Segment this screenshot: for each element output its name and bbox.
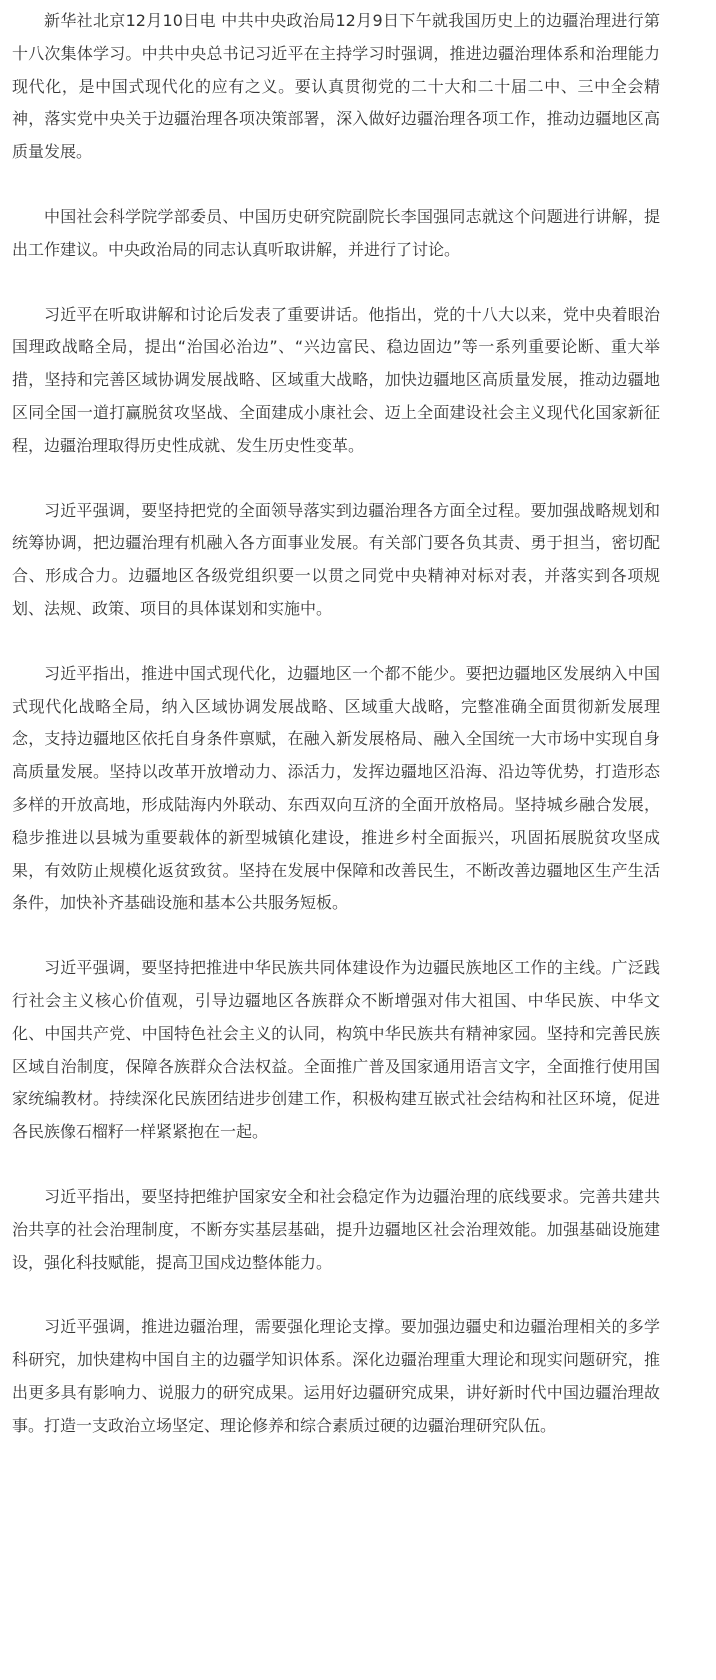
article-paragraph-6: 习近平强调，要坚持把推进中华民族共同体建设作为边疆民族地区工作的主线。广泛践行社会主义核心价值观，引导边疆地区各族群众不断增强对伟大祖国、中华民族、中华文化、中国共产党、中国特色社会主义的认同，构筑中华民族共有精神家园。坚持和完善民族区域自治制度，保障各族群众合法权益。全面推广普及国家通用语言文字，全面推行使用国家统编教材。持续深化民族团结进步创建工作，积极构建互嵌式社会结构和社区环境，促进各民族像石榴籽一样紧紧抱在一起。 bbox=[12, 958, 660, 1142]
article-body bbox=[0, 5, 716, 1442]
article-paragraph-4: 习近平强调，要坚持把党的全面领导落实到边疆治理各方面全过程。要加强战略规划和统筹协调，把边疆治理有机融入各方面事业发展。有关部门要各负其责、勇于担当，密切配合、形成合力。边疆地区各级党组织要一以贯之同党中央精神对标对表，并落实到各项规划、法规、政策、项目的具体谋划和实施中。 bbox=[12, 500, 660, 618]
article-paragraph-1: 新华社北京12月10日电 中共中央政治局12月9日下午就我国历史上的边疆治理进行第十八次集体学习。中共中央总书记习近平在主持学习时强调，推进边疆治理体系和治理能力现代化，是中国式现代化的应有之义。要认真贯彻党的二十大和二十届二中、三中全会精神，落实党中央关于边疆治理各项决策部署，深入做好边疆治理各项工作，推动边疆地区高质量发展。 bbox=[12, 11, 660, 162]
article-paragraph-2: 中国社会科学院学部委员、中国历史研究院副院长李国强同志就这个问题进行讲解，提出工作建议。中央政治局的同志认真听取讲解，并进行了讨论。 bbox=[12, 206, 660, 259]
article-paragraph-5: 习近平指出，推进中国式现代化，边疆地区一个都不能少。要把边疆地区发展纳入中国式现代化战略全局，纳入区域协调发展战略、区域重大战略，完整准确全面贯彻新发展理念，支持边疆地区依托自身条件禀赋，在融入新发展格局、融入全国统一大市场中实现自身高质量发展。坚持以改革开放增动力、添活力，发挥边疆地区沿海、沿边等优势，打造形态多样的开放高地，形成陆海内外联动、东西双向互济的全面开放格局。坚持城乡融合发展，稳步推进以县城为重要载体的新型城镇化建设，推进乡村全面振兴，巩固拓展脱贫攻坚成果，有效防止规模化返贫致贫。坚持在发展中保障和改善民生，不断改善边疆地区生产生活条件，加快补齐基础设施和基本公共服务短板。 bbox=[12, 663, 660, 913]
article-paragraph-8: 习近平强调，推进边疆治理，需要强化理论支撑。要加强边疆史和边疆治理相关的多学科研究，加快建构中国自主的边疆学知识体系。深化边疆治理重大理论和现实问题研究，推出更多具有影响力、说服力的研究成果。运用好边疆研究成果，讲好新时代中国边疆治理故事。打造一支政治立场坚定、理论修养和综合素质过硬的边疆治理研究队伍。 bbox=[12, 1317, 660, 1435]
article-paragraph-7: 习近平指出，要坚持把维护国家安全和社会稳定作为边疆治理的底线要求。完善共建共治共享的社会治理制度，不断夯实基层基础，提升边疆地区社会治理效能。加强基础设施建设，强化科技赋能，提高卫国戍边整体能力。 bbox=[12, 1186, 660, 1272]
article-paragraph-3: 习近平在听取讲解和讨论后发表了重要讲话。他指出，党的十八大以来，党中央着眼治国理政战略全局，提出“治国必治边”、“兴边富民、稳边固边”等一系列重要论断、重大举措，坚持和完善区域协调发展战略、区域重大战略，加快边疆地区高质量发展，推动边疆地区同全国一道打赢脱贫攻坚战、全面建成小康社会、迈上全面建设社会主义现代化国家新征程，边疆治理取得历史性成就、发生历史性变革。 bbox=[12, 304, 660, 455]
